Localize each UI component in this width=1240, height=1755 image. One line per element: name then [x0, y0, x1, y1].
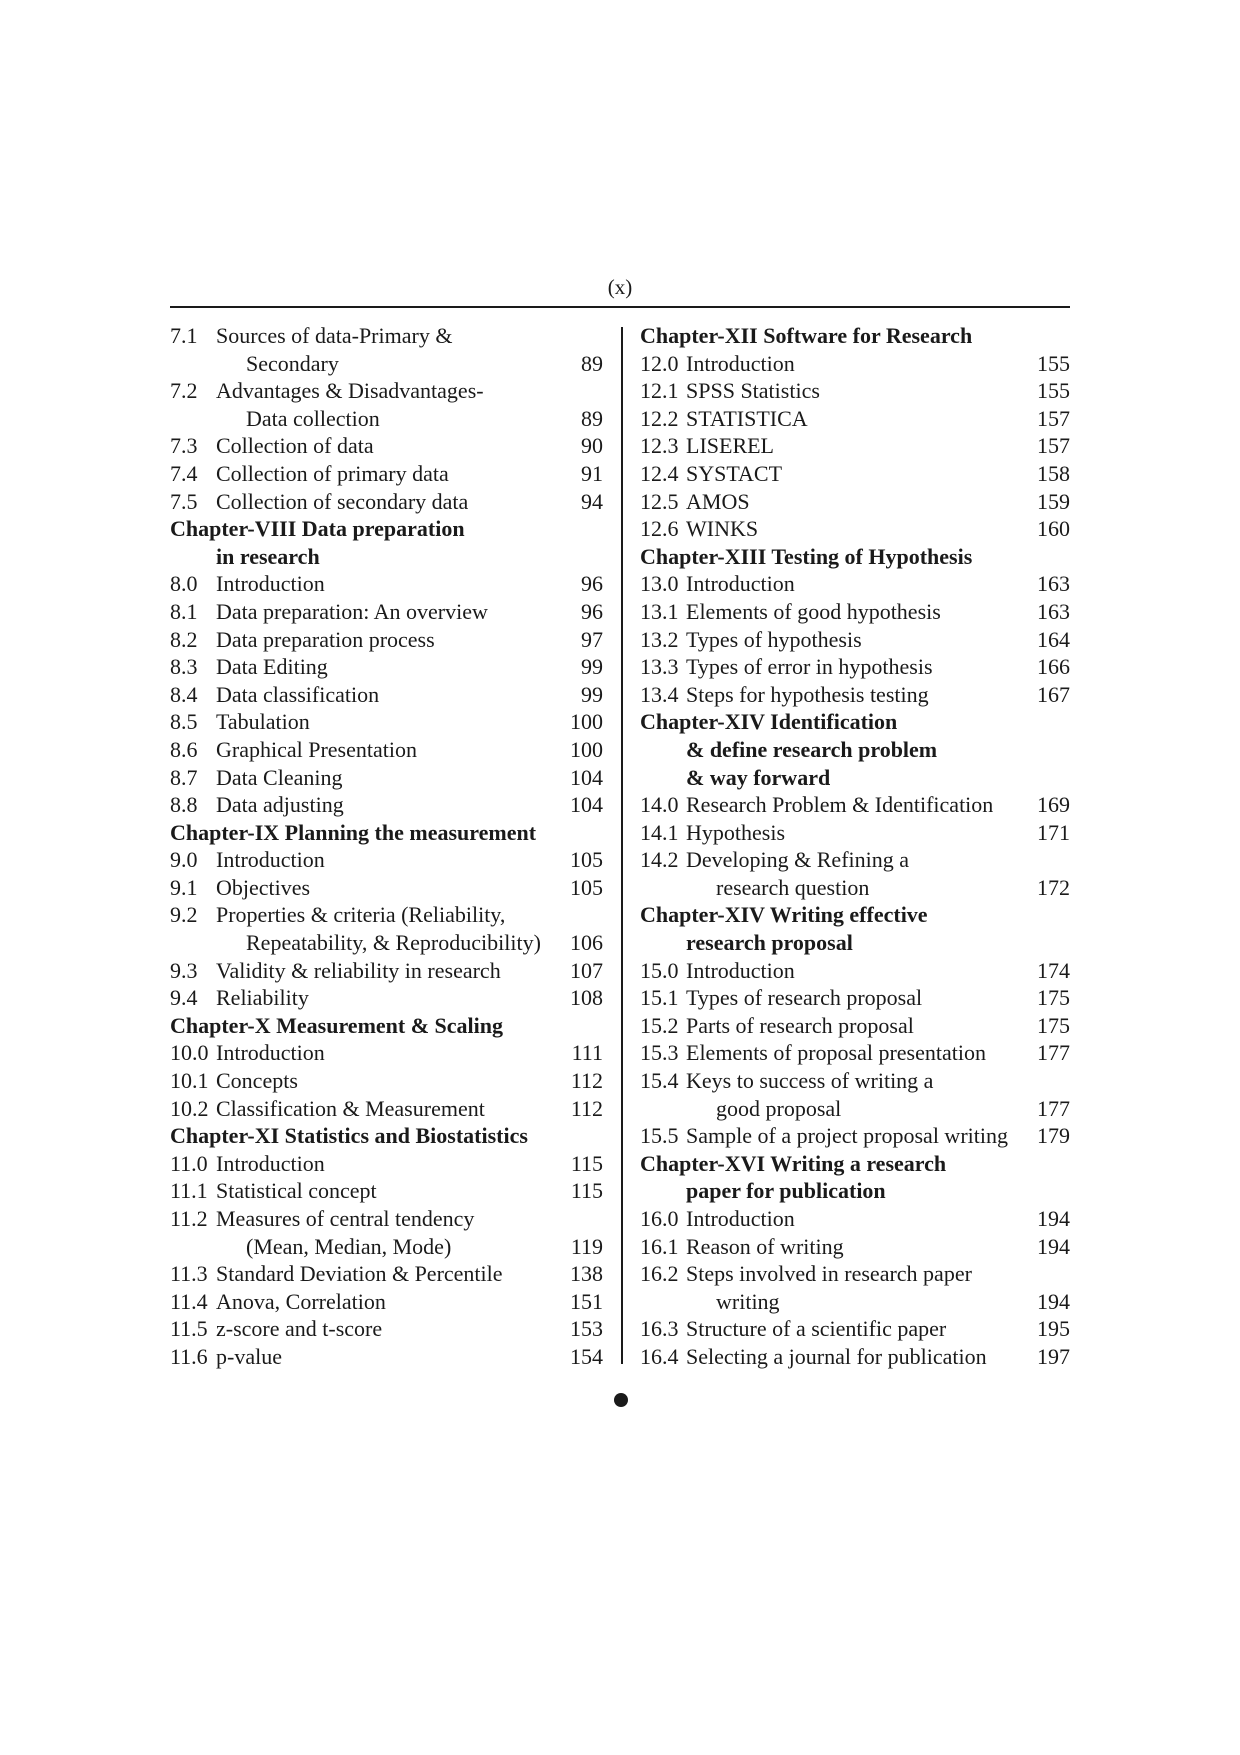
toc-entry — [640, 1343, 1070, 1371]
toc-entry-number: 14.2 — [640, 847, 679, 873]
toc-entry-title: Graphical Presentation — [216, 736, 417, 762]
toc-page-number: 151 — [570, 1288, 603, 1314]
toc-entry — [640, 570, 1070, 598]
toc-entry-title: in research — [216, 543, 320, 569]
toc-entry-title: Introduction — [216, 847, 325, 873]
toc-entry-number: 8.0 — [170, 571, 198, 597]
toc-entry-number: 15.4 — [640, 1068, 679, 1094]
toc-chapter-heading — [640, 322, 1070, 350]
toc-entry-number: 13.0 — [640, 571, 679, 597]
toc-entry — [170, 957, 603, 985]
toc-entry — [170, 736, 603, 764]
toc-entry — [640, 1315, 1070, 1343]
toc-entry — [170, 570, 603, 598]
toc-entry-number: 12.2 — [640, 405, 679, 431]
toc-entry — [170, 1039, 603, 1067]
toc-entry — [170, 598, 603, 626]
toc-entry-title: AMOS — [686, 488, 750, 514]
toc-entry-title: Concepts — [216, 1068, 298, 1094]
toc-entry-number: 8.5 — [170, 709, 198, 735]
toc-entry-title: Introduction — [686, 957, 795, 983]
toc-entry — [170, 322, 603, 350]
toc-entry-number: 15.5 — [640, 1123, 679, 1149]
toc-entry-title: Introduction — [216, 1040, 325, 1066]
toc-entry-title: Chapter-XIII Testing of Hypothesis — [640, 543, 973, 569]
toc-entry — [640, 846, 1070, 874]
toc-entry — [640, 1288, 1070, 1316]
toc-page-number: 194 — [1037, 1233, 1070, 1259]
toc-entry-title: Developing & Refining a — [686, 847, 910, 873]
toc-entry — [640, 791, 1070, 819]
toc-entry-title: Types of research proposal — [686, 985, 923, 1011]
toc-entry-title: Measures of central tendency — [216, 1206, 475, 1231]
toc-entry-title: SPSS Statistics — [686, 378, 820, 404]
end-bullet — [614, 1393, 628, 1407]
toc-entry-title: Standard Deviation & Percentile — [216, 1261, 503, 1287]
toc-entry-number: 9.1 — [170, 874, 198, 900]
toc-right-column — [640, 322, 1070, 1371]
toc-page-number: 90 — [581, 433, 603, 459]
toc-chapter-heading — [640, 929, 1070, 957]
toc-page-number: 160 — [1037, 516, 1070, 542]
toc-chapter-heading — [640, 708, 1070, 736]
toc-entry-number: 11.5 — [170, 1316, 208, 1342]
toc-page-number: 138 — [570, 1261, 603, 1287]
toc-entry — [170, 1095, 603, 1123]
toc-entry-title: Data preparation: An overview — [216, 598, 488, 624]
toc-entry — [170, 1150, 603, 1178]
toc-page-number: 175 — [1037, 985, 1070, 1011]
toc-entry-title: Repeatability, & Reproducibility) — [246, 930, 541, 956]
toc-entry — [640, 681, 1070, 709]
toc-entry-number: 15.2 — [640, 1012, 679, 1038]
toc-entry — [170, 1315, 603, 1343]
toc-entry-title: Structure of a scientific paper — [686, 1316, 947, 1342]
toc-entry-number: 15.3 — [640, 1040, 679, 1066]
toc-chapter-heading — [640, 543, 1070, 571]
toc-page-number: 91 — [581, 460, 603, 486]
toc-entry — [640, 350, 1070, 378]
toc-entry-title: Research Problem & Identification — [686, 792, 994, 818]
toc-entry — [640, 819, 1070, 847]
toc-entry-number: 7.4 — [170, 460, 198, 486]
toc-entry-number: 16.0 — [640, 1206, 679, 1231]
toc-page-number: 177 — [1037, 1095, 1070, 1121]
toc-entry — [170, 1260, 603, 1288]
toc-entry-title: z-score and t-score — [216, 1316, 383, 1342]
toc-entry — [170, 901, 603, 929]
toc-entry — [170, 350, 603, 378]
toc-page-number: 194 — [1037, 1288, 1070, 1314]
toc-entry-number: 11.0 — [170, 1150, 208, 1176]
toc-entry-title: Keys to success of writing a — [686, 1068, 934, 1094]
toc-page-number: 112 — [570, 1068, 603, 1094]
page-number: (x) — [607, 275, 633, 299]
toc-entry-number: 12.5 — [640, 488, 679, 514]
toc-page-number: 159 — [1037, 488, 1070, 514]
toc-entry — [640, 598, 1070, 626]
toc-entry-number: 12.0 — [640, 350, 679, 376]
toc-page-number: 94 — [581, 488, 603, 514]
toc-entry — [640, 488, 1070, 516]
toc-entry-title: Chapter-IX Planning the measurement — [170, 819, 537, 845]
toc-page-number: 106 — [570, 930, 603, 956]
toc-entry — [170, 1233, 603, 1261]
toc-entry-number: 12.4 — [640, 460, 679, 486]
toc-entry-title: Secondary — [246, 350, 339, 376]
toc-entry-title: Reliability — [216, 985, 309, 1011]
toc-entry — [170, 488, 603, 516]
toc-entry-title: Data adjusting — [216, 792, 344, 818]
toc-chapter-heading — [170, 515, 603, 543]
toc-entry-title: p-value — [216, 1343, 282, 1369]
toc-chapter-heading — [170, 1012, 603, 1040]
toc-page-number: 105 — [570, 847, 603, 873]
toc-page-number: 155 — [1037, 378, 1070, 404]
toc-entry-number: 9.2 — [170, 902, 198, 928]
toc-entry-number: 7.5 — [170, 488, 198, 514]
toc-entry-title: writing — [716, 1288, 780, 1314]
toc-entry-number: 14.0 — [640, 792, 679, 818]
toc-entry-title: Reason of writing — [686, 1233, 844, 1259]
toc-entry-title: Hypothesis — [686, 819, 785, 845]
toc-entry-number: 12.6 — [640, 516, 679, 542]
toc-entry-title: Chapter-X Measurement & Scaling — [170, 1012, 504, 1038]
toc-entry-number: 14.1 — [640, 819, 679, 845]
toc-entry-title: Sources of data-Primary & — [216, 323, 453, 348]
toc-page-number: 169 — [1037, 792, 1070, 818]
toc-entry-number: 9.4 — [170, 985, 198, 1011]
toc-page-number: 105 — [570, 874, 603, 900]
toc-entry — [170, 626, 603, 654]
toc-entry-title: Elements of proposal presentation — [686, 1040, 986, 1066]
toc-page-number: 172 — [1037, 874, 1070, 900]
toc-entry — [170, 460, 603, 488]
toc-page-number: 97 — [581, 626, 603, 652]
toc-page-number: 111 — [571, 1040, 603, 1066]
toc-entry — [170, 764, 603, 792]
toc-entry — [640, 957, 1070, 985]
toc-entry-number: 10.2 — [170, 1095, 209, 1121]
toc-chapter-heading — [170, 819, 603, 847]
toc-entry — [170, 405, 603, 433]
toc-entry-number: 13.4 — [640, 681, 679, 707]
toc-entry-number: 13.1 — [640, 598, 679, 624]
toc-entry-number: 7.3 — [170, 433, 198, 459]
toc-entry — [170, 929, 603, 957]
toc-entry-number: 12.1 — [640, 378, 679, 404]
toc-chapter-heading — [170, 543, 603, 571]
toc-entry-title: Introduction — [216, 571, 325, 597]
toc-entry-title: Chapter-XVI Writing a research — [640, 1150, 947, 1176]
toc-entry-title: Sample of a project proposal writing — [686, 1123, 1008, 1149]
toc-entry — [640, 1205, 1070, 1233]
toc-page-number: 171 — [1037, 819, 1070, 845]
toc-entry — [170, 791, 603, 819]
toc-entry-title: Chapter-XI Statistics and Biostatistics — [170, 1123, 528, 1149]
toc-entry — [640, 1122, 1070, 1150]
toc-entry-number: 8.6 — [170, 736, 198, 762]
toc-entry-number: 16.1 — [640, 1233, 679, 1259]
toc-entry-number: 11.1 — [170, 1178, 208, 1204]
toc-entry — [640, 460, 1070, 488]
toc-page-number: 115 — [570, 1178, 603, 1204]
toc-chapter-heading — [170, 1122, 603, 1150]
toc-entry-title: Collection of data — [216, 433, 374, 459]
toc-entry-title: Statistical concept — [216, 1178, 377, 1204]
toc-page-number: 89 — [581, 350, 603, 376]
toc-entry — [170, 1288, 603, 1316]
toc-entry — [170, 377, 603, 405]
toc-page-number: 155 — [1037, 350, 1070, 376]
toc-entry-number: 16.4 — [640, 1343, 679, 1369]
toc-entry — [170, 708, 603, 736]
toc-entry-title: Types of hypothesis — [686, 626, 862, 652]
toc-page-number: 175 — [1037, 1012, 1070, 1038]
toc-entry — [170, 1343, 603, 1371]
toc-entry-title: SYSTACT — [686, 460, 783, 486]
toc-entry-title: Data classification — [216, 681, 380, 707]
toc-entry-title: STATISTICA — [686, 405, 808, 431]
toc-chapter-heading — [640, 901, 1070, 929]
toc-page-number: 100 — [570, 709, 603, 735]
toc-page-number: 104 — [570, 764, 603, 790]
toc-entry-number: 13.3 — [640, 654, 679, 680]
toc-entry-title: Properties & criteria (Reliability, — [216, 902, 506, 928]
toc-entry — [640, 874, 1070, 902]
toc-entry-number: 11.2 — [170, 1206, 208, 1231]
toc-entry-title: (Mean, Median, Mode) — [246, 1233, 452, 1259]
toc-page-number: 154 — [570, 1343, 603, 1369]
toc-entry-title: Validity & reliability in research — [216, 957, 501, 983]
toc-chapter-heading — [640, 736, 1070, 764]
toc-entry-title: Steps involved in research paper — [686, 1261, 972, 1287]
toc-page-number: 157 — [1037, 405, 1070, 431]
toc-entry-title: Data Editing — [216, 654, 328, 680]
toc-page-number: 158 — [1037, 460, 1070, 486]
toc-entry — [170, 1205, 603, 1233]
toc-entry-number: 16.3 — [640, 1316, 679, 1342]
toc-entry-title: Chapter-VIII Data preparation — [170, 516, 465, 542]
toc-page-number: 100 — [570, 736, 603, 762]
toc-page-number: 177 — [1037, 1040, 1070, 1066]
toc-entry-title: Advantages & Disadvantages- — [216, 378, 484, 404]
toc-entry-title: Elements of good hypothesis — [686, 598, 941, 624]
toc-entry-title: Data collection — [246, 405, 380, 431]
toc-entry-title: good proposal — [716, 1095, 842, 1121]
toc-entry-number: 8.1 — [170, 598, 198, 624]
column-divider — [621, 327, 623, 1364]
toc-page-number: 112 — [570, 1095, 603, 1121]
toc-entry — [640, 1233, 1070, 1261]
toc-entry — [640, 1067, 1070, 1095]
toc-entry-title: Anova, Correlation — [216, 1288, 386, 1314]
toc-entry-title: Data Cleaning — [216, 764, 343, 790]
toc-entry-title: WINKS — [686, 516, 759, 542]
toc-entry-number: 10.1 — [170, 1068, 209, 1094]
toc-entry — [640, 984, 1070, 1012]
toc-page-number: 115 — [570, 1150, 603, 1176]
toc-entry-title: Chapter-XIV Writing effective — [640, 902, 928, 928]
toc-entry — [170, 846, 603, 874]
toc-entry-title: Chapter-XIV Identification — [640, 709, 898, 735]
toc-entry — [640, 1260, 1070, 1288]
toc-entry-number: 7.1 — [170, 323, 198, 348]
top-rule — [170, 306, 1070, 308]
toc-entry-title: Objectives — [216, 874, 311, 900]
toc-entry-number: 8.8 — [170, 792, 198, 818]
toc-entry-title: research proposal — [686, 930, 853, 956]
toc-entry-title: & way forward — [686, 764, 831, 790]
toc-page-number: 119 — [570, 1233, 603, 1259]
toc-page-number: 99 — [581, 654, 603, 680]
toc-entry — [640, 1039, 1070, 1067]
toc-entry-number: 9.0 — [170, 847, 198, 873]
toc-entry-number: 8.2 — [170, 626, 198, 652]
toc-page-number: 89 — [581, 405, 603, 431]
toc-entry — [170, 1177, 603, 1205]
toc-entry — [640, 515, 1070, 543]
toc-entry-title: Introduction — [216, 1150, 325, 1176]
toc-entry-title: paper for publication — [686, 1178, 886, 1204]
toc-entry-title: Collection of secondary data — [216, 488, 469, 514]
toc-entry — [640, 432, 1070, 460]
toc-entry — [640, 405, 1070, 433]
toc-entry — [170, 1067, 603, 1095]
toc-page-number: 99 — [581, 681, 603, 707]
toc-entry — [640, 1095, 1070, 1123]
toc-entry-title: Chapter-XII Software for Research — [640, 323, 973, 348]
toc-chapter-heading — [640, 764, 1070, 792]
toc-entry-number: 11.6 — [170, 1343, 208, 1369]
toc-entry-title: Tabulation — [216, 709, 310, 735]
toc-left-column — [170, 322, 603, 1371]
toc-chapter-heading — [640, 1150, 1070, 1178]
toc-page-number: 194 — [1037, 1206, 1070, 1231]
toc-page-number: 108 — [570, 985, 603, 1011]
toc-entry-title: Data preparation process — [216, 626, 435, 652]
toc-entry-title: Collection of primary data — [216, 460, 449, 486]
toc-entry-title: Introduction — [686, 571, 795, 597]
toc-entry-number: 11.4 — [170, 1288, 208, 1314]
toc-entry — [640, 377, 1070, 405]
toc-page-number: 166 — [1037, 654, 1070, 680]
toc-entry-number: 13.2 — [640, 626, 679, 652]
toc-entry-number: 11.3 — [170, 1261, 208, 1287]
toc-page-number: 179 — [1037, 1123, 1070, 1149]
toc-page-number: 164 — [1037, 626, 1070, 652]
toc-entry — [640, 653, 1070, 681]
toc-entry-title: LISEREL — [686, 433, 774, 459]
toc-entry-title: Classification & Measurement — [216, 1095, 485, 1121]
toc-entry — [640, 626, 1070, 654]
toc-entry-number: 8.3 — [170, 654, 198, 680]
toc-page-number: 163 — [1037, 571, 1070, 597]
toc-page-number: 96 — [581, 598, 603, 624]
toc-entry-number: 15.0 — [640, 957, 679, 983]
toc-page-number: 167 — [1037, 681, 1070, 707]
toc-entry-number: 7.2 — [170, 378, 198, 404]
toc-entry — [640, 1012, 1070, 1040]
toc-page-number: 197 — [1037, 1343, 1070, 1369]
toc-entry — [170, 653, 603, 681]
toc-page-number: 195 — [1037, 1316, 1070, 1342]
toc-entry-title: Introduction — [686, 1206, 795, 1231]
toc-entry — [170, 432, 603, 460]
toc-entry-title: Parts of research proposal — [686, 1012, 914, 1038]
toc-entry — [170, 984, 603, 1012]
toc-page-number: 107 — [570, 957, 603, 983]
toc-entry-number: 8.4 — [170, 681, 198, 707]
toc-entry-title: research question — [716, 874, 870, 900]
toc-page-number: 153 — [570, 1316, 603, 1342]
toc-entry-number: 12.3 — [640, 433, 679, 459]
toc-entry-title: & define research problem — [686, 736, 938, 762]
toc-page-number: 104 — [570, 792, 603, 818]
toc-page-number: 174 — [1037, 957, 1070, 983]
toc-entry-title: Types of error in hypothesis — [686, 654, 933, 680]
toc-entry-title: Selecting a journal for publication — [686, 1343, 987, 1369]
toc-entry-number: 15.1 — [640, 985, 679, 1011]
toc-entry-number: 16.2 — [640, 1261, 679, 1287]
toc-entry-number: 8.7 — [170, 764, 198, 790]
toc-page-number: 96 — [581, 571, 603, 597]
toc-page-number: 163 — [1037, 598, 1070, 624]
toc-entry-number: 9.3 — [170, 957, 198, 983]
toc-entry-title: Steps for hypothesis testing — [686, 681, 929, 707]
toc-page-number: 157 — [1037, 433, 1070, 459]
toc-entry-number: 10.0 — [170, 1040, 209, 1066]
toc-entry — [170, 681, 603, 709]
toc-entry-title: Introduction — [686, 350, 795, 376]
toc-chapter-heading — [640, 1177, 1070, 1205]
toc-entry — [170, 874, 603, 902]
